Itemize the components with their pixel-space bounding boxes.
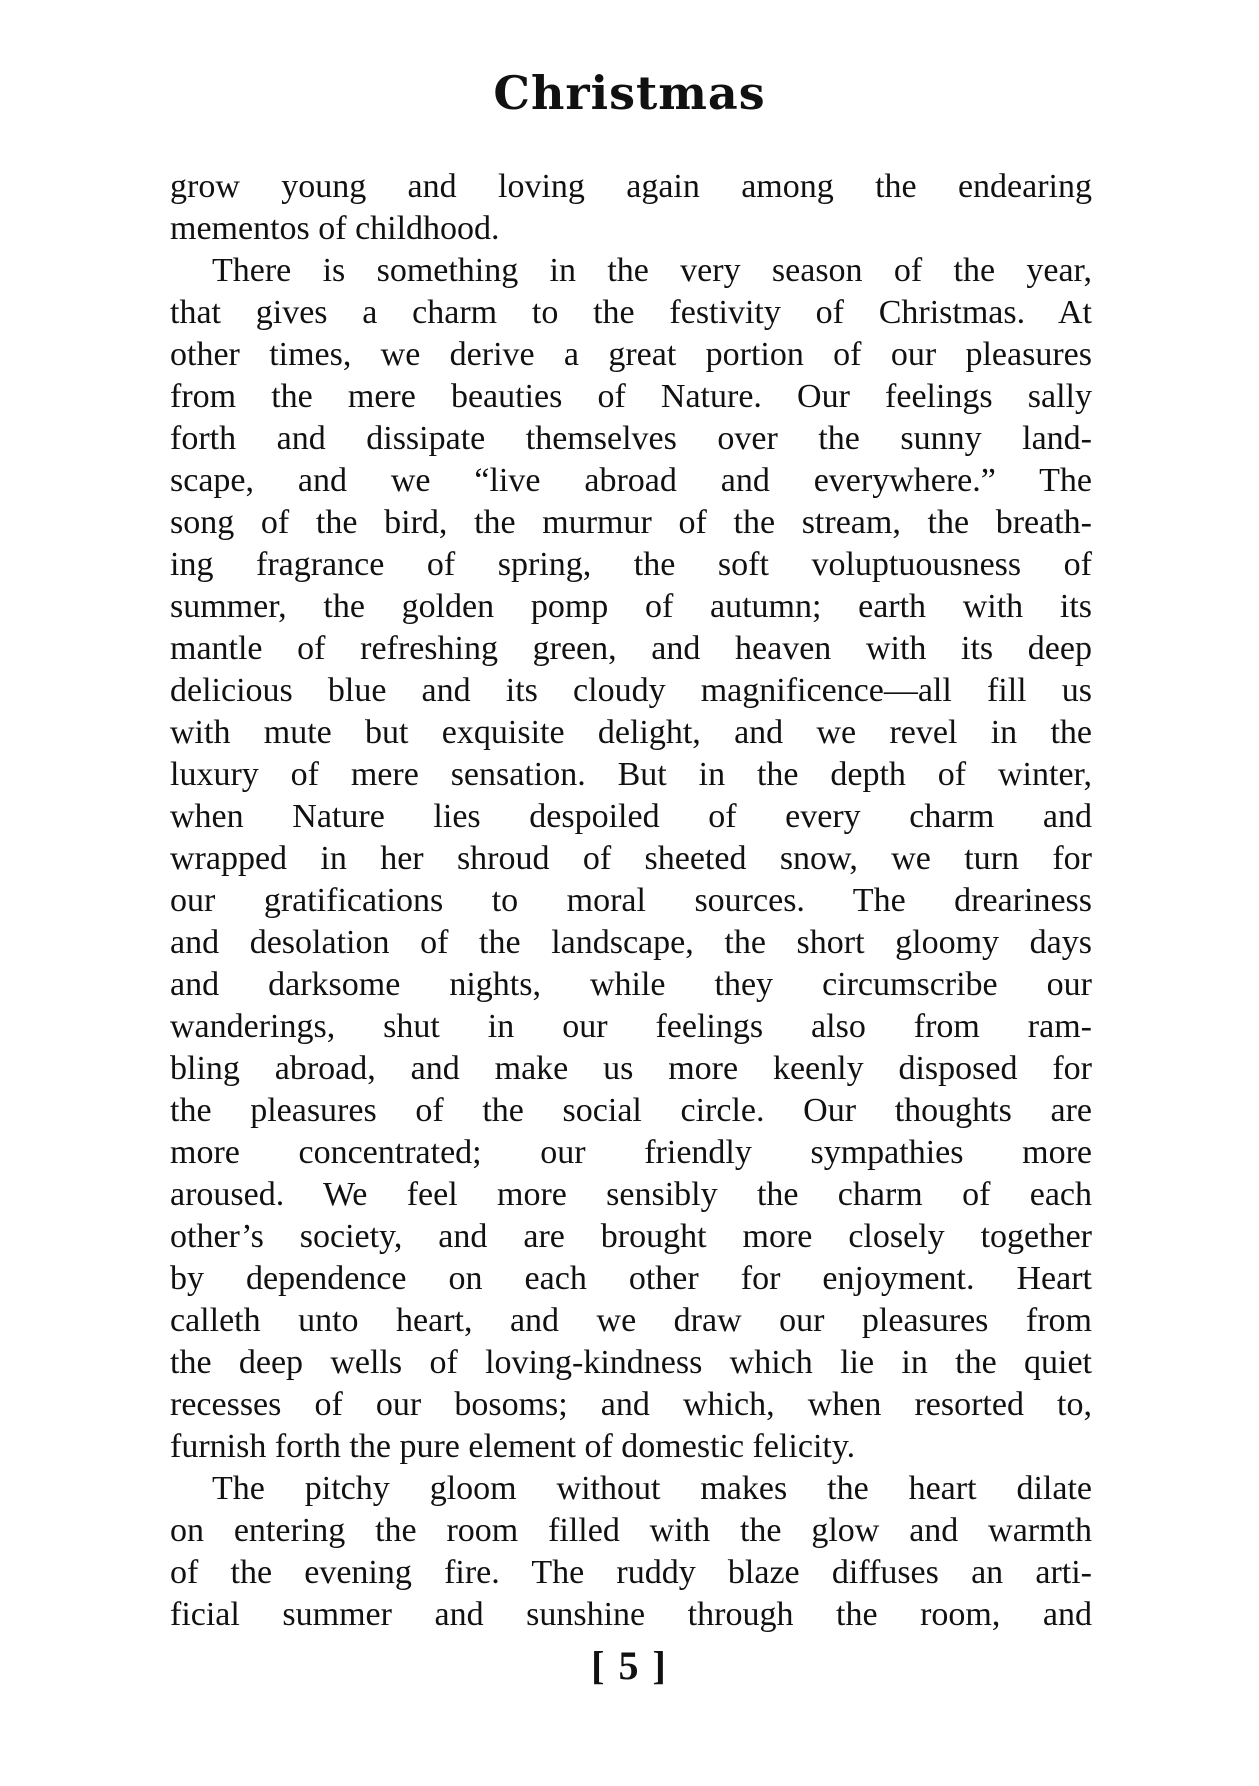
page-number: [ 5 ]	[591, 1643, 668, 1688]
text-line: of the evening fire. The ruddy blaze diffuses an arti-	[170, 1554, 1092, 1591]
text-line: more concentrated; our friendly sympathies more	[170, 1134, 1092, 1171]
text-line: when Nature lies despoiled of every charm and	[170, 798, 1092, 835]
text-line: mementos of childhood.	[170, 210, 500, 247]
paragraph-start-line: The pitchy gloom without makes the heart dilate	[212, 1470, 1092, 1507]
text-line: by dependence on each other for enjoyment. Heart	[170, 1260, 1092, 1297]
text-line: bling abroad, and make us more keenly disposed for	[170, 1050, 1092, 1087]
text-line: luxury of mere sensation. But in the depth of winter,	[170, 756, 1092, 793]
text-line: the deep wells of loving-kindness which lie in the quiet	[170, 1344, 1092, 1381]
text-line: aroused. We feel more sensibly the charm of each	[170, 1176, 1092, 1213]
text-line: scape, and we “live abroad and everywhere.” The	[170, 462, 1092, 499]
text-line: that gives a charm to the festivity of Christmas. At	[170, 294, 1092, 331]
text-line: furnish forth the pure element of domestic felicity.	[170, 1428, 856, 1465]
text-line: recesses of our bosoms; and which, when resorted to,	[170, 1386, 1092, 1423]
text-line: other’s society, and are brought more closely together	[170, 1218, 1092, 1255]
text-line: delicious blue and its cloudy magnificence—all fill us	[170, 672, 1092, 709]
text-line: from the mere beauties of Nature. Our feelings sally	[170, 378, 1092, 415]
text-line: wanderings, shut in our feelings also from ram-	[170, 1008, 1092, 1045]
text-line: grow young and loving again among the endearing	[170, 168, 1092, 205]
text-line: and darksome nights, while they circumscribe our	[170, 966, 1092, 1003]
text-line: summer, the golden pomp of autumn; earth with its	[170, 588, 1092, 625]
text-line: ing fragrance of spring, the soft voluptuousness of	[170, 546, 1092, 583]
paragraph-start-line: There is something in the very season of the year,	[212, 252, 1092, 289]
text-line: and desolation of the landscape, the short gloomy days	[170, 924, 1092, 961]
text-line: on entering the room filled with the glow and warmth	[170, 1512, 1092, 1549]
body-text	[170, 166, 1092, 1636]
text-line: calleth unto heart, and we draw our pleasures from	[170, 1302, 1092, 1339]
text-line: forth and dissipate themselves over the sunny land-	[170, 420, 1092, 457]
text-line: mantle of refreshing green, and heaven with its deep	[170, 630, 1092, 667]
text-line: the pleasures of the social circle. Our thoughts are	[170, 1092, 1092, 1129]
text-line: our gratifications to moral sources. The dreariness	[170, 882, 1092, 919]
text-line: wrapped in her shroud of sheeted snow, we turn for	[170, 840, 1092, 877]
text-line: ficial summer and sunshine through the room, and	[170, 1596, 1092, 1633]
text-line: with mute but exquisite delight, and we revel in the	[170, 714, 1092, 751]
text-line: other times, we derive a great portion of our pleasures	[170, 336, 1092, 373]
running-title: Christmas	[493, 66, 766, 120]
text-line: song of the bird, the murmur of the stream, the breath-	[170, 504, 1092, 541]
